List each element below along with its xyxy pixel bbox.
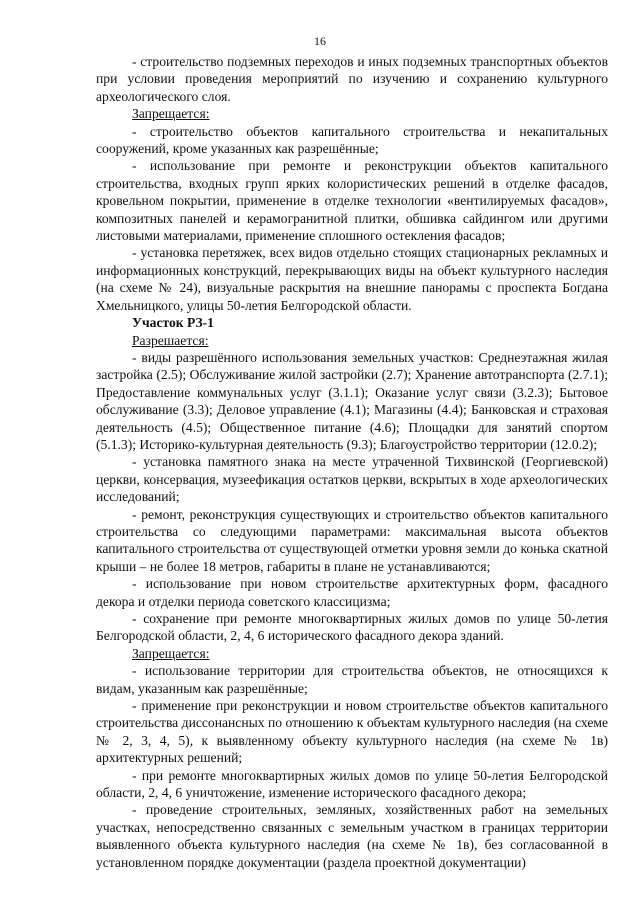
paragraph: - использование территории для строительства объектов, не относящихся к видам, указанным как разрешённые; [96, 663, 608, 696]
section-heading: Участок РЗ-1 [132, 315, 214, 331]
paragraph: - установка памятного знака на месте утраченной Тихвинской (Георгиевской) церкви, консервация, музеефикация остатков церкви, вскрытых в ходе археологических исследований; [96, 454, 608, 505]
paragraph: - использование при новом строительстве архитектурных форм, фасадного декора и отделки периода советского классицизма; [96, 576, 608, 609]
paragraph: - строительство объектов капитального строительства и некапитальных сооружений, кроме указанных как разрешённые; [96, 123, 608, 157]
document-body [96, 53, 608, 871]
paragraph: - при ремонте многоквартирных жилых домов по улице 50-летия Белгородской области, 2, 4, 6 уничтожение, изменение исторического фасадного декора; [96, 767, 608, 801]
page-number: 16 [314, 34, 326, 48]
paragraph: - строительство подземных переходов и иных подземных транспортных объектов при условии проведения мероприятий по изучению и сохранению культурного археологического слоя. [96, 54, 608, 104]
section-label: Запрещается: [132, 645, 210, 661]
paragraph: - применение при реконструкции и новом строительстве объектов капитального строительства диссонансных по отношению к объектам культурного наследия (на схеме № 2, 3, 4, 5), к выявленному объекту культурного наследия (на схеме № 1в) архитектурных решений; [96, 698, 608, 766]
paragraph: - виды разрешённого использования земельных участков: Среднеэтажная жилая застройка (2.5); Обслуживание жилой застройки (2.7); Хранение автотранспорта (2.7.1); Предоставление коммунальных услуг (3.1.1); Оказание услуг связи (3.2.3); Бытовое обслуживание (3.3); Деловое управление (4.1); Магазины (4.4); Банковская и страховая деятельность (4.5); Общественное питание (4.6); Площадки для занятий спортом (5.1.3); Историко-культурная деятельность (9.3); Благоустройство территории (12.0.2); [96, 349, 608, 452]
section-label: Разрешается: [132, 332, 209, 348]
paragraph: - установка перетяжек, всех видов отдельно стоящих стационарных рекламных и информационных конструкций, перекрывающих виды на объект культурного наследия (на схеме № 24), визуальные раскрытия на внешние панорамы с проспекта Богдана Хмельницкого, улицы 50-летия Белгородской области. [96, 245, 608, 313]
paragraph: - ремонт, реконструкция существующих и строительство объектов капитального строительства со следующими параметрами: максимальная высота объектов капитального строительства от существующей отметки уровня земли до конька скатной крыши – не более 18 метров, габариты в плане не устанавливаются; [96, 506, 608, 574]
paragraph: - проведение строительных, земляных, хозяйственных работ на земельных участках, непосредственно связанных с земельным участком в границах территории выявленного объекта культурного наследия (на схеме № 1в), без согласованной в установленном порядке документации (раздела проектной документации) [96, 802, 608, 870]
paragraph: - использование при ремонте и реконструкции объектов капитального строительства, входных групп ярких колористических решений в отделке фасадов, кровельном покрытии, применение в отделке технологии «вентилируемых фасадов», композитных панелей и керамогранитной плитки, обшивка сайдингом или другими листовыми материалами, применение сплошного остекления фасадов; [96, 158, 608, 244]
section-label: Запрещается: [132, 106, 210, 122]
paragraph: - сохранение при ремонте многоквартирных жилых домов по улице 50-летия Белгородской области, 2, 4, 6 исторического фасадного декора зданий. [96, 611, 608, 644]
